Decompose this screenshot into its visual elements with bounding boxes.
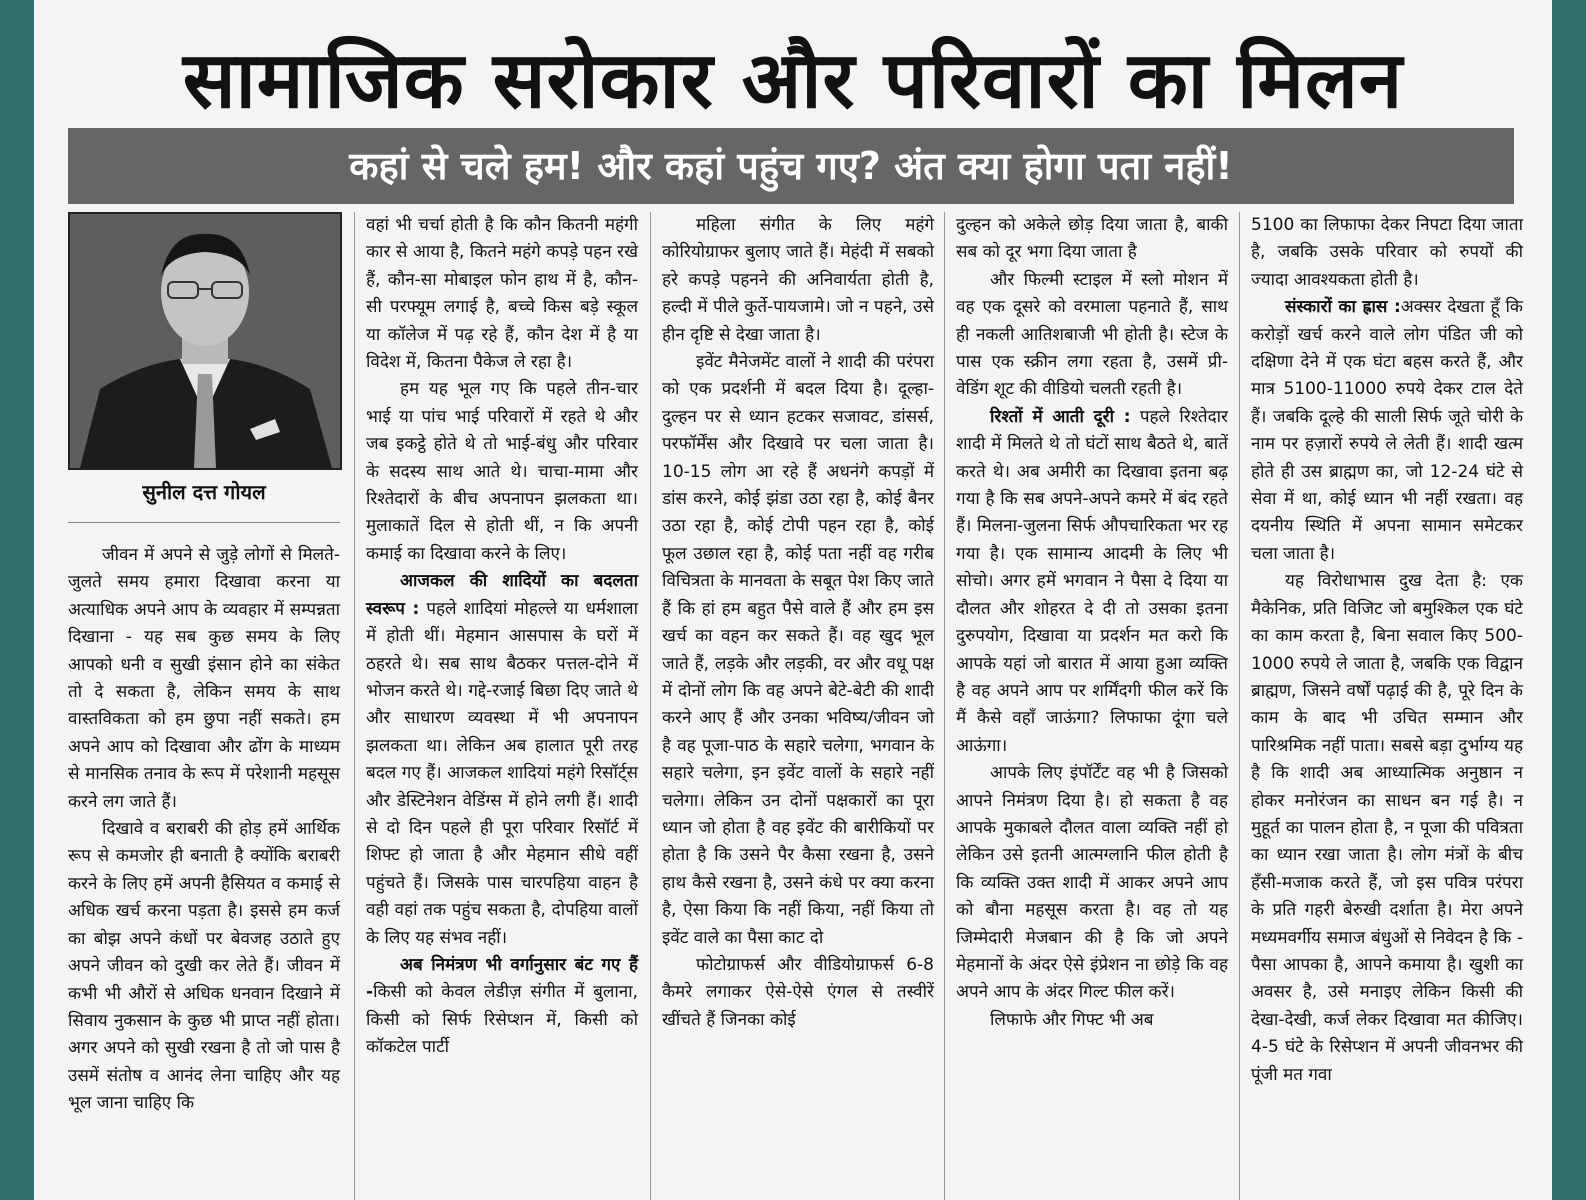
article-paragraph	[956, 212, 1228, 267]
column-divider	[1239, 212, 1240, 1200]
section-heading: अब निमंत्रण भी वर्गानुसार बंट गए हैं -	[366, 954, 638, 1003]
headline: सामाजिक सरोकार और परिवारों का मिलन	[182, 36, 1404, 126]
article-paragraph	[956, 267, 1228, 404]
paragraph-text: किसी को केवल लेडीज़ संगीत में बुलाना, किसी को सिर्फ रिसेप्शन में, किसी को कॉकटेल पार्टी	[366, 982, 638, 1058]
article-paragraph	[366, 212, 638, 376]
paragraph-text: पहले शादियां मोहल्ले या धर्मशाला में होती थीं। मेहमान आसपास के घरों में ठहरते थे। सब साथ बैठकर पत्तल-दोने में भोजन करते थे। गद्दे-रजाई बिछा दिए जाते थे और साधारण व्यवस्था में भी अपनापन झलकता था। लेकिन अब हालात पूरी तरह बदल गए हैं। आजकल शादियां महंगे रिसॉर्ट्स और डेस्टिनेशन वेडिंग्स में होने लगी हैं। शादी से दो दिन पहले ही पूरा परिवार रिसॉर्ट में शिफ्ट हो जाता है और मेहमान सीधे वहीं पहुंचते हैं। जिसके पास चारपहिया वाहन है वही वहां तक पहुंच सकता है, दोपहिया वालों के लिए यह संभव नहीं।	[366, 598, 638, 948]
paragraph-text: इवेंट मैनेजमेंट वालों ने शादी की परंपरा को एक प्रदर्शनी में बदल दिया है। दूल्हा-दुल्हन पर से ध्यान हटकर सजावट, डांसर्स, परफॉर्मेंस और दिखावे पर चला जाता है। 10-15 लोग आ रहे हैं अधनंगे कपड़ों में डांस करने, कोई झंडा उठा रहा है, कोई बैनर उठा रहा है, कोई टोपी पहन रहा है, कोई फूल उछाल रहा है, कोई पता नहीं वह गरीब विचित्रता के मानवता के सबूत पेश किए जाते हैं कि हां हम बहुत पैसे वाले हैं और हम इस खर्च का वहन कर सकते हैं। वह खुद भूल जाते हैं, लड़के और लड़की, वर और वधू पक्ष में दोनों लोग कि वह अपने बेटे-बेटी की शादी करने आए हैं और उनका भविष्य/जीवन जो है वह पूजा-पाठ के सहारे चलेगा, भगवान के सहारे चलेगा, इन इवेंट वालों के सहारे नहीं चलेगा। लेकिन उन दोनों पक्षकारों का पूरा ध्यान जो होता है वह इवेंट की बारीकियों पर होता है कि उसने पैर कैसा रखना है, उसने हाथ कैसे रखना है, उसने कंधे पर क्या करना है, ऐसा किया कि नहीं किया, नहीं किया तो इवेंट वाले का पैसा काट दो	[662, 352, 934, 948]
author-portrait-image	[70, 214, 340, 468]
article-paragraph	[366, 568, 638, 952]
article-column-2	[366, 212, 638, 1062]
column-divider	[354, 212, 355, 1200]
paragraph-text: 5100 का लिफाफा देकर निपटा दिया जाता है, जबकि उसके परिवार को रुपयों की ज्यादा आवश्यकता होती है।	[1251, 215, 1523, 290]
article-paragraph	[68, 542, 340, 816]
section-heading: रिश्तों में आती दूरी :	[990, 406, 1131, 427]
paragraph-text: जीवन में अपने से जुड़े लोगों से मिलते-जुलते समय हमारा दिखावा करना या अत्याधिक अपने आप के व्यवहार में सम्पन्नता दिखाना - यह सब कुछ समय के लिए आपको धनी व सुखी इंसान होने का संकेत तो दे सकता है, लेकिन समय के साथ वास्तविकता को हम छुपा नहीं सकते। हम अपने आप को दिखावा और ढोंग के माध्यम से मानसिक तनाव के रूप में परेशानी महसूस करने लग जाते हैं।	[68, 545, 340, 812]
paragraph-text: और फिल्मी स्टाइल में स्लो मोशन में वह एक दूसरे को वरमाला पहनाते हैं, साथ ही नकली आतिशबाजी भी होती है। स्टेज के पास एक स्क्रीन लगा रहता है, उसमें प्री-वेडिंग शूट की वीडियो चलती रहती है।	[956, 269, 1228, 400]
byline-divider	[68, 522, 340, 523]
article-paragraph	[956, 760, 1228, 1007]
article-paragraph	[1251, 212, 1523, 294]
article-paragraph	[662, 212, 934, 349]
paragraph-text: दिखावे व बराबरी की होड़ हमें आर्थिक रूप से कमजोर ही बनाती है क्योंकि बराबरी करने के लिए हमें अपनी हैसियत व कमाई से अधिक खर्च करना पड़ता है। इससे हम कर्ज का बोझ अपने कंधों पर बेवजह उठाते हुए अपने जीवन को दुखी कर लेते हैं। जीवन में कभी भी औरों से अधिक धनवान दिखाने में सिवाय नुकसान के कुछ भी प्राप्त नहीं होता। अगर अपने को सुखी रखना है तो जो पास है उसमें संतोष व आनंद लेना चाहिए और यह भूल जाना चाहिए कि	[68, 819, 340, 1114]
article-column-5	[1251, 212, 1523, 1089]
paragraph-text: वहां भी चर्चा होती है कि कौन कितनी महंगी कार से आया है, कितने महंगे कपड़े पहन रखे हैं, कौन-सा मोबाइल फोन हाथ में है, कौन-सी परफ्यूम लगाई है, बच्चे किस बड़े स्कूल या कॉलेज में पढ़ रहे हैं, कौन देश में है या विदेश में, कितना पैकेज ले रहा है।	[366, 215, 638, 373]
author-photo	[68, 212, 342, 470]
article-paragraph	[956, 1007, 1228, 1034]
article-column-3	[662, 212, 934, 1034]
article-paragraph	[366, 376, 638, 568]
newspaper-page	[34, 0, 1552, 1200]
article-paragraph	[1251, 294, 1523, 568]
paragraph-text: यह विरोधाभास दुख देता है: एक मैकेनिक, प्रति विजिट जो बमुश्किल एक घंटे का काम करता है, बिना सवाल किए 500-1000 रुपये ले जाता है, जबकि एक विद्वान ब्राह्मण, जिसने वर्षों पढ़ाई की है, पूरे दिन के काम के बाद भी उचित सम्मान और पारिश्रमिक नहीं पाता। सबसे बड़ा दुर्भाग्य यह है कि शादी अब आध्यात्मिक अनुष्ठान न होकर मनोरंजन का साधन बन गई है। न मुहूर्त का पालन होता है, न पूजा की पवित्रता का ध्यान रखा जाता है। लोग मंत्रों के बीच हँसी-मजाक करते हैं, जो इस पवित्र परंपरा के प्रति गहरी बेरुखी दर्शाता है। मेरा अपने मध्यमवर्गीय समाज बंधुओं से निवेदन है कि - पैसा आपका है, आपने कमाया है। खुशी का अवसर है, उसे मनाइए लेकिन किसी की देखा-देखी, कर्ज लेकर दिखावा मत कीजिए। 4-5 घंटे के रिसेप्शन में अपनी जीवनभर की पूंजी मत गवा	[1251, 571, 1523, 1085]
paragraph-text: फोटोग्राफर्स और वीडियोग्राफर्स 6-8 कैमरे लगाकर ऐसे-ऐसे एंगल से तस्वीरें खींचते हैं जिनका कोई	[662, 954, 934, 1030]
section-heading: आजकल की शादियों का बदलता स्वरूप :	[366, 571, 638, 619]
article-paragraph	[366, 952, 638, 1062]
paragraph-text: पहले रिश्तेदार शादी में मिलते थे तो घंटों साथ बैठते थे, बातें करते थे। अब अमीरी का दिखावा इतना बढ़ गया है कि सब अपने-अपने कमरे में बंद रहते हैं। मिलना-जुलना सिर्फ औपचारिकता भर रह गया है। एक सामान्य आदमी के लिए भी सोचो। अगर हमें भगवान ने पैसा दे दिया या दौलत और शोहरत दे दी तो उसका इतना दुरुपयोग, दिखावा या प्रदर्शन मत करो कि आपके यहां जो बारात में आया हुआ व्यक्ति है वह अपने आप पर शर्मिंदगी फील करें कि मैं कैसे वहाँ जाऊंगा? लिफाफा दूंगा चले आऊंगा।	[956, 406, 1228, 756]
column-divider	[650, 212, 651, 1200]
article-paragraph	[68, 816, 340, 1117]
section-heading: संस्कारों का ह्रास :	[1285, 297, 1401, 318]
paragraph-text: महिला संगीत के लिए महंगे कोरियोग्राफर बुलाए जाते हैं। मेहंदी में सबको हरे कपड़े पहनने की अनिवार्यता होती है, हल्दी में पीले कुर्ते-पायजामे। जो न पहने, उसे हीन दृष्टि से देखा जाता है।	[662, 215, 934, 345]
paragraph-text: आपके लिए इंपॉर्टेंट वह भी है जिसको आपने निमंत्रण दिया है। हो सकता है वह आपके मुकाबले दौलत वाला व्यक्ति नहीं हो लेकिन उसे इतनी आत्मग्लानि फील होती है कि व्यक्ति उक्त शादी में आकर अपने आप को बौना महसूस करता है। वह तो यह जिम्मेदारी मेजबान की है कि जो अपने मेहमानों के अंदर ऐसे इंप्रेशन ना छोड़े कि वह अपने आप के अंदर गिल्ट फील करें।	[956, 763, 1228, 1003]
article-column-4	[956, 212, 1228, 1034]
paragraph-text: दुल्हन को अकेले छोड़ दिया जाता है, बाकी सब को दूर भगा दिया जाता है	[956, 215, 1228, 263]
paragraph-text: लिफाफे और गिफ्ट भी अब	[990, 1009, 1154, 1030]
author-name: सुनील दत्त गोयल	[142, 480, 266, 504]
article-column-1	[68, 542, 340, 1118]
article-paragraph	[662, 349, 934, 952]
paragraph-text: हम यह भूल गए कि पहले तीन-चार भाई या पांच भाई परिवारों में रहते थे और जब इकट्ठे होते थे तो भाई-बंधु और परिवार के सदस्य साथ आते थे। चाचा-मामा और रिश्तेदारों के बीच अपनापन झलकता था। मुलाकातें दिल से होती थीं, न कि अपनी कमाई का दिखावा करने के लिए।	[366, 379, 638, 564]
column-divider	[944, 212, 945, 1200]
article-paragraph	[956, 404, 1228, 760]
article-paragraph	[662, 952, 934, 1034]
subheadline-banner: कहां से चले हम! और कहां पहुंच गए? अंत क्या होगा पता नहीं!	[68, 128, 1514, 204]
paragraph-text: अक्सर देखता हूँ कि करोड़ों खर्च करने वाले लोग पंडित जी को दक्षिणा देने में एक घंटा बहस करते हैं, और मात्र 5100-11000 रुपये देकर टाल देते हैं। जबकि दूल्हे की साली सिर्फ जूते चोरी के नाम पर हज़ारों रुपये ले लेती हैं। शादी खत्म होते ही उस ब्राह्मण का, जो 12-24 घंटे से सेवा में था, कोई ध्यान भी नहीं रखता। वह दयनीय स्थिति में अपना सामान समेटकर चला जाता है।	[1251, 297, 1523, 564]
article-paragraph	[1251, 568, 1523, 1089]
